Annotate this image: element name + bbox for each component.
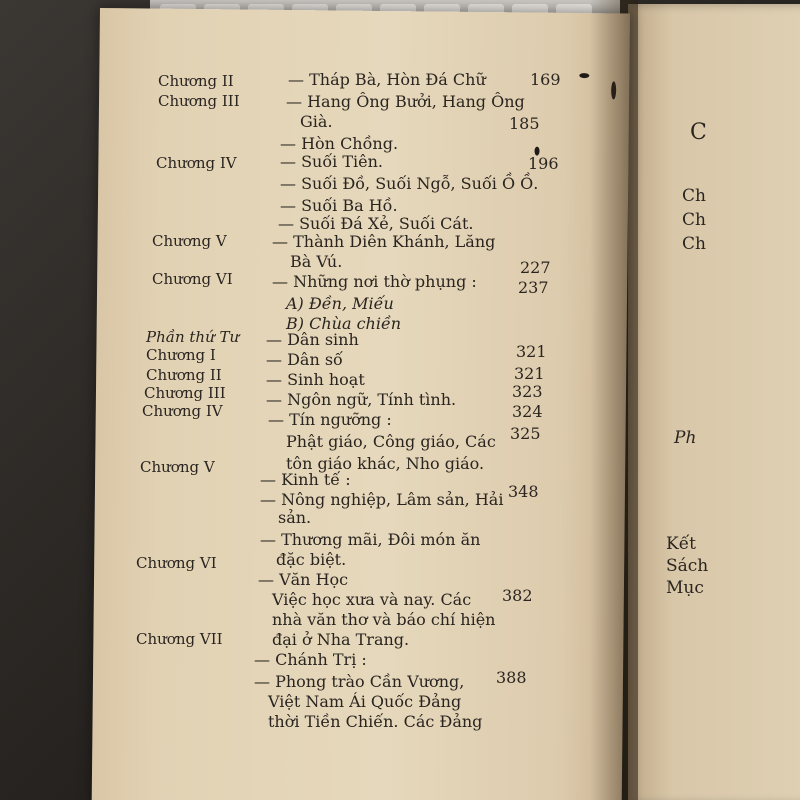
toc-entry: tôn giáo khác, Nho giáo.: [286, 454, 485, 473]
book-gutter-shadow: [590, 0, 638, 800]
page-number: 227: [520, 258, 551, 277]
toc-entry: sản.: [278, 508, 312, 527]
right-page-fragment: C: [690, 120, 707, 145]
toc-entry: Già.: [300, 112, 333, 131]
chapter-label: Chương III: [144, 384, 226, 402]
toc-entry: — Hòn Chồng.: [280, 134, 399, 153]
page-number: 348: [508, 482, 539, 501]
toc-entry: — Thương mãi, Đôi món ăn: [260, 530, 481, 549]
toc-entry: — Những nơi thờ phụng :: [272, 272, 477, 291]
page-number: 321: [514, 364, 545, 383]
toc-entry: — Suối Tiên.: [280, 152, 383, 171]
chapter-label: Chương IV: [156, 154, 237, 172]
toc-entry: — Tháp Bà, Hòn Đá Chữ: [288, 70, 486, 89]
toc-entry: — Sinh hoạt: [266, 370, 365, 389]
right-page-fragment: Ph: [674, 428, 697, 448]
toc-entry: thời Tiền Chiến. Các Đảng: [268, 712, 483, 731]
toc-entry: — Hang Ông Bưởi, Hang Ông: [286, 92, 525, 111]
toc-entry: B) Chùa chiền: [286, 314, 402, 333]
toc-entry: Bà Vú.: [290, 252, 343, 271]
chapter-label: Chương III: [158, 92, 240, 110]
right-page-fragment: Ch: [682, 186, 706, 206]
part-label: Phần thứ Tư: [146, 328, 240, 346]
page-number: 323: [512, 382, 543, 401]
toc-entry: đặc biệt.: [276, 550, 347, 569]
page-number: 237: [518, 278, 549, 297]
right-page-fragment: Ch: [682, 234, 706, 254]
chapter-label: Chương VII: [136, 630, 223, 648]
toc-entry: — Thành Diên Khánh, Lăng: [272, 232, 496, 251]
toc-entry: — Tín ngưỡng :: [268, 410, 392, 429]
toc-entry: — Nông nghiệp, Lâm sản, Hải: [260, 490, 504, 509]
toc-entry: — Dân sinh: [266, 330, 359, 349]
right-page-fragment: Ch: [682, 210, 706, 230]
toc-entry: — Chánh Trị :: [254, 650, 367, 669]
ink-stain: [579, 73, 589, 78]
toc-entry: đại ở Nha Trang.: [272, 630, 410, 649]
page-number: 185: [509, 114, 540, 133]
toc-entry: Việt Nam Ái Quốc Đảng: [268, 692, 462, 711]
page-number: 321: [516, 342, 547, 361]
right-page-fragment: Sách: [666, 556, 709, 576]
toc-entry: — Dân số: [266, 350, 343, 369]
toc-entry: — Suối Đồ, Suối Ngỗ, Suối Ồ Ồ.: [280, 174, 539, 193]
toc-entry: A) Đền, Miếu: [286, 294, 394, 313]
chapter-label: Chương I: [146, 346, 216, 364]
chapter-label: Chương II: [146, 366, 222, 384]
page-number: 382: [502, 586, 533, 605]
toc-entry: — Văn Học: [258, 570, 349, 589]
toc-entry: nhà văn thơ và báo chí hiện: [272, 610, 496, 629]
page-number: 388: [496, 668, 527, 687]
toc-entry: — Suối Ba Hồ.: [280, 196, 398, 215]
chapter-label: Chương IV: [142, 402, 223, 420]
right-page-fragment: Mục: [666, 578, 704, 598]
page-number: 169: [530, 70, 561, 89]
toc-entry: — Ngôn ngữ, Tính tình.: [266, 390, 457, 409]
page-number: 325: [510, 424, 541, 443]
toc-entry: — Phong trào Cần Vương,: [254, 672, 465, 691]
chapter-label: Chương II: [158, 72, 234, 90]
chapter-label: Chương V: [152, 232, 227, 250]
page-number: 324: [512, 402, 543, 421]
right-page-fragment: Kết: [666, 534, 696, 554]
chapter-label: Chương V: [140, 458, 215, 476]
chapter-label: Chương VI: [136, 554, 217, 572]
chapter-label: Chương VI: [152, 270, 233, 288]
toc-entry: Việc học xưa và nay. Các: [272, 590, 472, 609]
right-page: [628, 4, 800, 800]
toc-entry: — Kinh tế :: [260, 470, 351, 489]
toc-entry: Phật giáo, Công giáo, Các: [286, 432, 496, 451]
page-number: 196: [528, 154, 559, 173]
toc-entry: — Suối Đá Xẻ, Suối Cát.: [278, 214, 474, 233]
